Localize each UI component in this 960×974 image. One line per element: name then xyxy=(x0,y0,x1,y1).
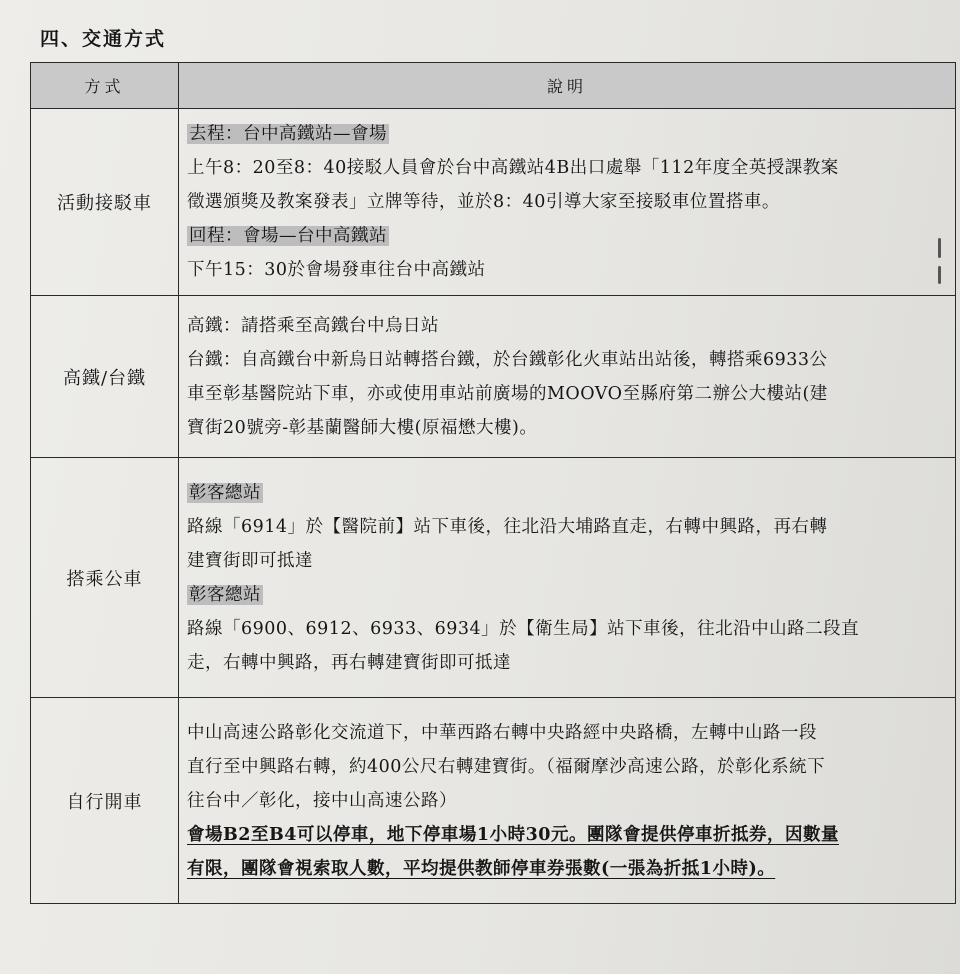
highlighted-heading: 彰客總站 xyxy=(189,584,261,605)
text-line: 往台中／彰化，接中山高速公路） xyxy=(187,790,457,811)
method-cell: 搭乘公車 xyxy=(31,458,179,698)
text-line: 台鐵：自高鐵台中新烏日站轉搭台鐵，於台鐵彰化火車站出站後，轉搭乘6933公 xyxy=(187,349,828,370)
table-row xyxy=(31,458,956,698)
text-line: 上午8：20至8：40接駁人員會於台中高鐵站4B出口處舉「112年度全英授課教案 xyxy=(187,158,839,178)
parking-note-line: 會場B2至B4可以停車，地下停車場1小時30元。團隊會提供停車折抵券，因數量 xyxy=(187,824,839,845)
header-description: 說明 xyxy=(179,63,956,109)
text-line: 路線「6914」於【醫院前】站下車後，往北沿大埔路直走，右轉中興路，再右轉 xyxy=(187,516,828,537)
description-cell xyxy=(179,296,956,458)
transport-table xyxy=(30,62,956,904)
text-line: 中山高速公路彰化交流道下，中華西路右轉中央路經中央路橋，左轉中山路一段 xyxy=(187,722,817,743)
text-line: 下午15：30於會場發車往台中高鐵站 xyxy=(187,260,486,280)
highlighted-heading: 彰客總站 xyxy=(189,482,261,503)
text-line: 走，右轉中興路，再右轉建寶街即可抵達 xyxy=(187,652,511,673)
description-cell xyxy=(179,109,956,296)
header-method: 方式 xyxy=(31,63,179,109)
pen-mark xyxy=(938,266,941,284)
text-line: 直行至中興路右轉，約400公尺右轉建寶街。（福爾摩沙高速公路，於彰化系統下 xyxy=(187,756,826,777)
method-cell: 自行開車 xyxy=(31,698,179,904)
section-title: 四、交通方式 xyxy=(40,28,167,50)
table-header-row xyxy=(31,63,956,109)
table-row xyxy=(31,296,956,458)
text-line: 建寶街即可抵達 xyxy=(187,550,313,571)
text-line: 路線「6900、6912、6933、6934」於【衛生局】站下車後，往北沿中山路二段直 xyxy=(187,618,860,639)
table-row xyxy=(31,698,956,904)
pen-mark xyxy=(938,238,941,258)
table-row xyxy=(31,109,956,296)
method-cell: 活動接駁車 xyxy=(31,109,179,296)
text-line: 徵選頒獎及教案發表」立牌等待，並於8：40引導大家至接駁車位置搭車。 xyxy=(187,192,780,212)
method-cell: 高鐵/台鐵 xyxy=(31,296,179,458)
text-line: 寶街20號旁-彰基蘭醫師大樓(原福懋大樓)。 xyxy=(187,417,538,438)
highlighted-heading: 回程：會場—台中高鐵站 xyxy=(189,226,387,246)
parking-note-line: 有限，團隊會視索取人數，平均提供教師停車券張數(一張為折抵1小時)。 xyxy=(187,858,776,879)
highlighted-heading: 去程：台中高鐵站—會場 xyxy=(189,124,387,144)
description-cell xyxy=(179,458,956,698)
text-line: 車至彰基醫院站下車，亦或使用車站前廣場的MOOVO至縣府第二辦公大樓站(建 xyxy=(187,383,828,404)
text-line: 高鐵：請搭乘至高鐵台中烏日站 xyxy=(187,315,439,336)
description-cell xyxy=(179,698,956,904)
